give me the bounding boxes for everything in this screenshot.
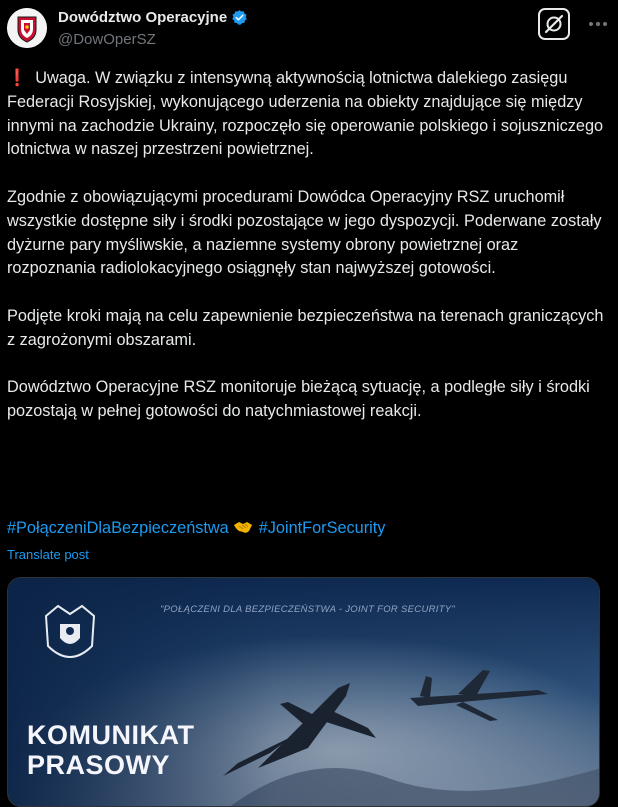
media-slogan: "POŁĄCZENI DLA BEZPIECZEŃSTWA - JOINT FOR SECURITY" bbox=[160, 604, 456, 615]
media-headline bbox=[27, 720, 194, 780]
translate-post-link[interactable]: Translate post bbox=[7, 547, 89, 562]
grok-icon bbox=[540, 10, 568, 38]
account-handle[interactable]: @DowOperSZ bbox=[58, 31, 156, 48]
verified-badge-icon bbox=[231, 9, 248, 26]
handshake-icon bbox=[233, 519, 253, 540]
post-paragraph: ❗ Uwaga. W związku z intensywną aktywnością lotnictwa dalekiego zasięgu Federacji Rosyjskiej, wykonującego uderzenia na obiekty znajdujące się między innymi na zachodzie Ukrainy, rozpoczęło się operowanie polskiego i sojuszniczego lotnictwa w naszej przestrzeni powietrznej. bbox=[7, 69, 604, 159]
grok-button[interactable] bbox=[538, 8, 570, 40]
hashtag-link[interactable]: #JointForSecurity bbox=[258, 519, 386, 537]
armed-forces-crest-icon bbox=[7, 8, 47, 48]
media-headline-line: PRASOWY bbox=[27, 750, 171, 780]
display-name[interactable]: Dowództwo Operacyjne bbox=[58, 9, 228, 26]
media-headline-line: KOMUNIKAT bbox=[27, 720, 195, 750]
post-paragraph: Dowództwo Operacyjne RSZ monitoruje bieżącą sytuację, a podległe siły i środki pozostają w pełnej gotowości do natychmiastowej reakcji. bbox=[7, 378, 590, 421]
post-header bbox=[0, 0, 618, 60]
more-dots-icon bbox=[584, 10, 612, 38]
exclamation-mark-icon: ❗ bbox=[7, 69, 28, 87]
hashtag-link[interactable]: #PołączeniDlaBezpieczeństwa bbox=[7, 519, 229, 537]
post-paragraph: Zgodnie z obowiązującymi procedurami Dowódca Operacyjny RSZ uruchomił wszystkie dostępne siły i środki pozostające w jego dyspozycji. Poderwane zostały dyżurne pary myśliwskie, a naziemne systemy obrony powietrznej oraz rozpoznania radiolokacyjnego osiągnęły stan najwyższej gotowości. bbox=[7, 187, 602, 278]
avatar[interactable] bbox=[7, 8, 47, 48]
post-paragraph: Podjęte kroki mają na celu zapewnienie bezpieczeństwa na terenach graniczących z zagrożonymi obszarami. bbox=[7, 306, 604, 349]
hashtags bbox=[7, 519, 385, 540]
post-body bbox=[7, 67, 611, 448]
more-options-button[interactable] bbox=[584, 10, 612, 38]
